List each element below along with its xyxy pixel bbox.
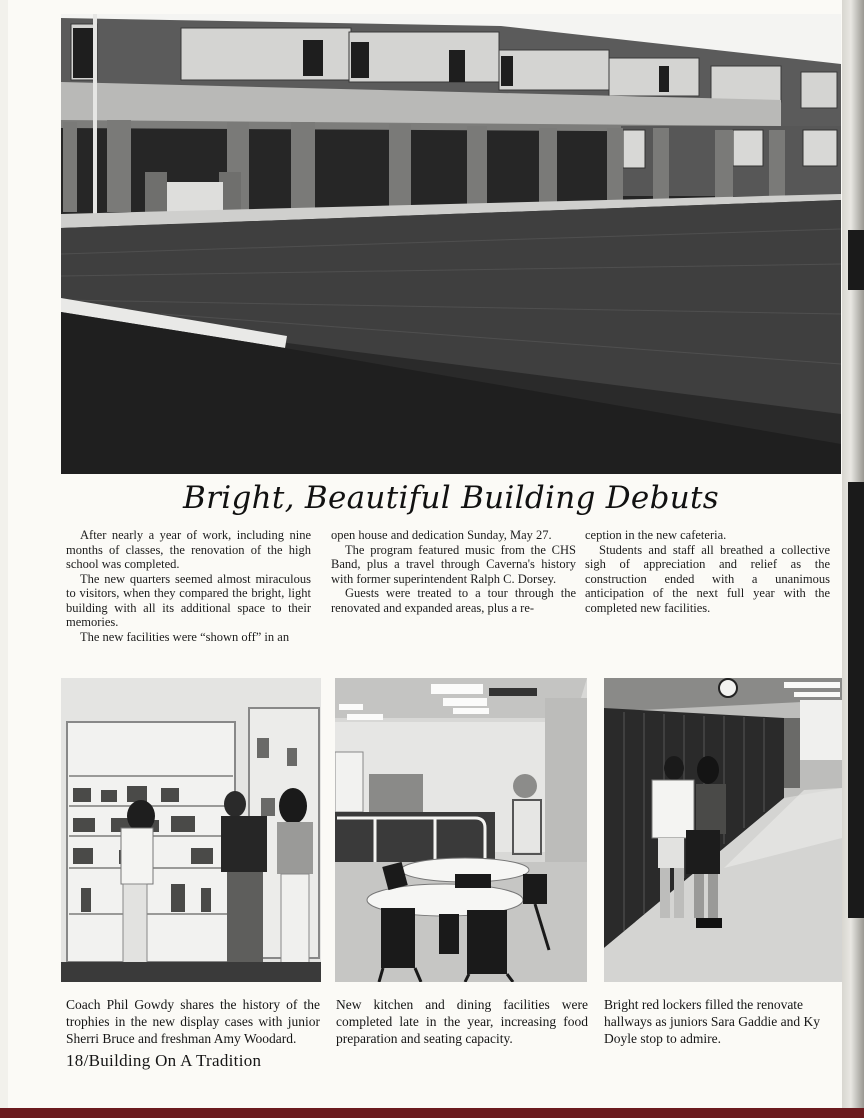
paragraph: Guests were treated to a tour through the renovated and expanded areas, plus a re- [331,586,576,615]
paragraph: Students and staff all breathed a collective sigh of appreciation and relief as the construction ended with a unanimous anticipation of the next full year with the completed new facilities. [585,542,830,615]
article-column-2 [331,528,576,615]
paragraph: ception in the new cafeteria. [585,528,727,542]
lockers-caption [604,996,844,1047]
cafeteria-caption: New kitchen and dining facilities were completed late in the year, increasing food preparation and seating capacity. [336,997,588,1046]
caption-line: hallways as juniors Sara Gaddie and Ky [604,1014,820,1029]
paragraph: After nearly a year of work, including nine months of classes, the renovation of the high school was completed. [66,528,311,571]
adjacent-page-edge [842,0,864,1118]
article-column-1 [66,528,311,644]
caption-line: Bright red lockers filled the renovate [604,997,804,1012]
paragraph: The new quarters seemed almost miraculous to visitors, when they compared the bright, light building with all its additional space to their memories. [66,571,311,629]
cafeteria-photo [335,678,587,982]
trophy-case-photo [61,678,321,982]
headline: Bright, Beautiful Building Debuts [183,480,719,516]
paragraph: open house and dedication Sunday, May 27. [331,528,552,542]
lockers-hallway-photo [604,678,842,982]
caption-line: Doyle stop to admire. [604,1031,721,1046]
article-column-3 [585,528,830,615]
page-bottom-edge [0,1108,864,1118]
paragraph: The new facilities were “shown off” in an [80,629,290,644]
school-building-photo [61,14,841,474]
paragraph: The program featured music from the CHS Band, plus a travel through Caverna's history with former superintendent Ralph C. Dorsey. [331,542,576,586]
page-folio: 18/Building On A Tradition [66,1051,262,1070]
trophy-case-caption: Coach Phil Gowdy shares the history of the trophies in the new display cases with junior Sherri Bruce and freshman Amy Woodard. [66,997,320,1046]
page-left-margin [0,0,8,1118]
